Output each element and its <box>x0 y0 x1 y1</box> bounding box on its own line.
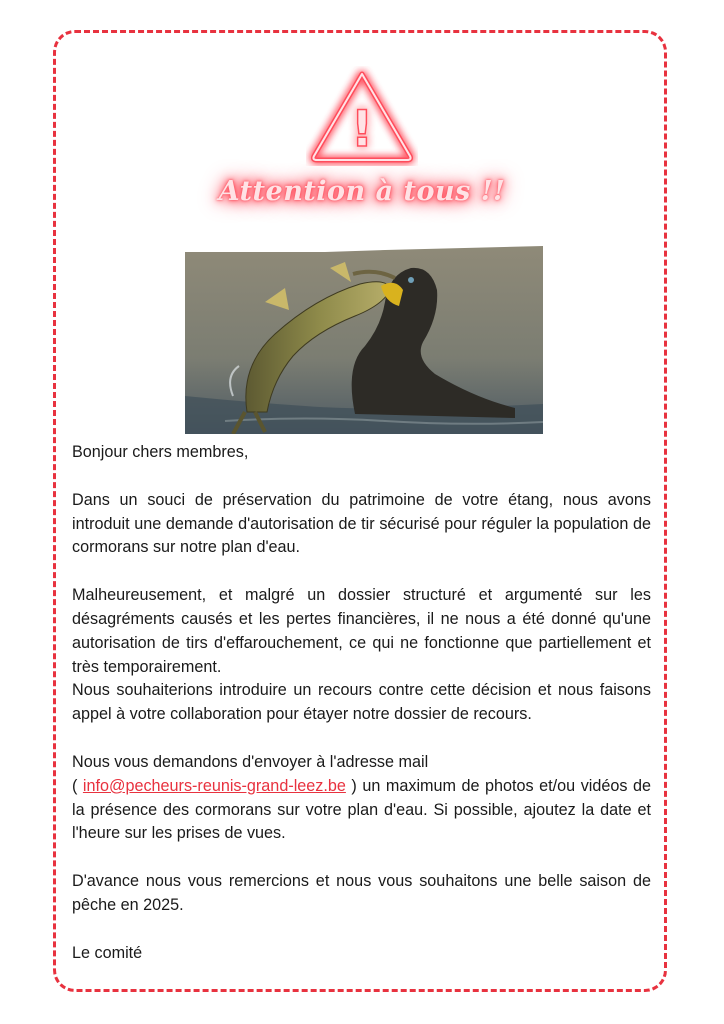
paragraph-thanks: D'avance nous vous remercions et nous vous souhaitons une belle saison de pêche en 2025. <box>72 872 651 914</box>
paragraph-appeal: Nous souhaiterions introduire un recours contre cette décision et nous faisons appel à votre collaboration pour étayer notre dossier de recours. <box>72 681 651 724</box>
greeting: Bonjour chers membres, <box>72 443 249 461</box>
signature: Le comité <box>72 943 143 962</box>
cormorant-photo <box>185 246 543 434</box>
letter-body <box>72 441 651 966</box>
page-title: Attention à tous !! <box>218 176 506 207</box>
paragraph-request <box>72 775 651 846</box>
email-open-paren: ( <box>72 776 83 795</box>
paragraph-decision: Malheureusement, et malgré un dossier structuré et argumenté sur les désagréments causés et les pertes financières, il ne nous a été donné qu'une autorisation de tirs d'effarouchement, ce qui ne fonctionne que partiellement et très temporairement. <box>72 586 651 676</box>
email-link[interactable]: info@pecheurs-reunis-grand-leez.be <box>82 776 346 795</box>
warning-exclamation: ! <box>350 100 374 158</box>
paragraph-intro: Dans un souci de préservation du patrimoine de votre étang, nous avons introduit une demande d'autorisation de tir sécurisé pour réguler la population de cormorans sur notre plan d'eau. <box>72 490 651 557</box>
warning-triangle-icon <box>306 66 418 166</box>
request-rest: ) un maximum de photos et/ou vidéos de la présence des cormorans sur votre plan d'eau. Si possible, ajoutez la date et l'heure sur les prises de vues. <box>72 776 652 843</box>
request-intro: Nous vous demandons d'envoyer à l'adresse mail <box>72 752 429 771</box>
